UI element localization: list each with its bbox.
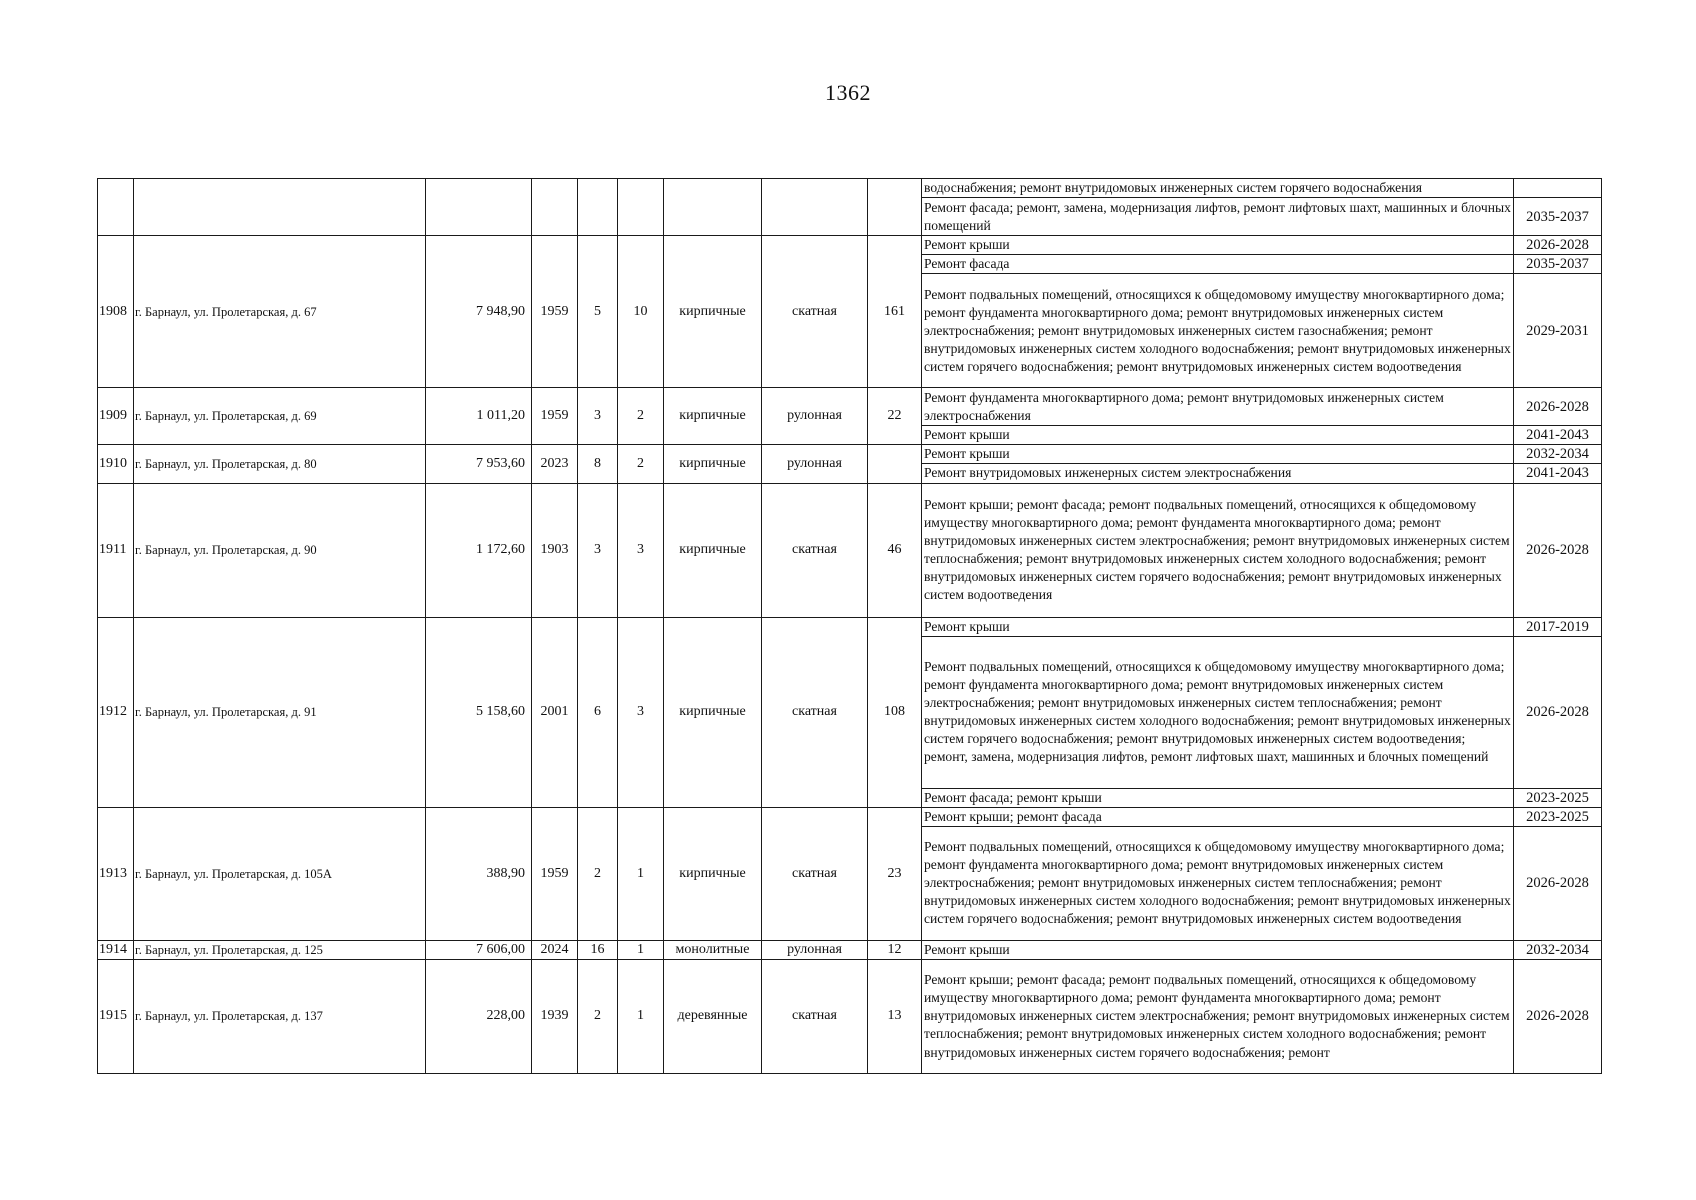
- floors-cell: [578, 179, 618, 236]
- table-body: [98, 179, 1602, 1074]
- row-number: 1912: [98, 617, 134, 807]
- floors-cell: 3: [578, 483, 618, 617]
- year-built-cell: 1959: [532, 388, 578, 445]
- work-description-cell: Ремонт крыши: [922, 426, 1514, 445]
- residents-cell: [868, 179, 922, 236]
- work-period-cell: 2041-2043: [1514, 464, 1602, 483]
- work-description-cell: Ремонт фасада: [922, 255, 1514, 274]
- wall-material-cell: кирпичные: [664, 617, 762, 807]
- repair-schedule-table: [97, 178, 1602, 1074]
- wall-material-cell: деревянные: [664, 959, 762, 1073]
- work-period-cell: 2026-2028: [1514, 483, 1602, 617]
- work-period-cell: 2029-2031: [1514, 274, 1602, 388]
- address-cell: г. Барнаул, ул. Пролетарская, д. 80: [134, 445, 426, 483]
- floors-cell: 6: [578, 617, 618, 807]
- row-number: 1913: [98, 807, 134, 940]
- year-built-cell: 2001: [532, 617, 578, 807]
- residents-cell: 161: [868, 236, 922, 388]
- table-row: [98, 807, 1602, 826]
- area-cell: 388,90: [426, 807, 532, 940]
- residents-cell: 12: [868, 940, 922, 959]
- floors-cell: 8: [578, 445, 618, 483]
- table-row: [98, 617, 1602, 636]
- work-description-cell: Ремонт фасада; ремонт крыши: [922, 788, 1514, 807]
- table-row: [98, 445, 1602, 464]
- address-cell: г. Барнаул, ул. Пролетарская, д. 125: [134, 940, 426, 959]
- work-period-cell: 2026-2028: [1514, 388, 1602, 426]
- year-built-cell: 1903: [532, 483, 578, 617]
- area-cell: 7 948,90: [426, 236, 532, 388]
- year-built-cell: 1959: [532, 236, 578, 388]
- work-description-cell: водоснабжения; ремонт внутридомовых инженерных систем горячего водоснабжения: [922, 179, 1514, 198]
- area-cell: 7 606,00: [426, 940, 532, 959]
- roof-type-cell: скатная: [762, 236, 868, 388]
- row-number: [98, 179, 134, 236]
- residents-cell: 23: [868, 807, 922, 940]
- roof-type-cell: рулонная: [762, 388, 868, 445]
- table-row: [98, 940, 1602, 959]
- floors-cell: 5: [578, 236, 618, 388]
- work-period-cell: 2023-2025: [1514, 788, 1602, 807]
- table-row: [98, 388, 1602, 426]
- table-row: [98, 179, 1602, 198]
- wall-material-cell: кирпичные: [664, 483, 762, 617]
- work-period-cell: 2026-2028: [1514, 959, 1602, 1073]
- area-cell: 5 158,60: [426, 617, 532, 807]
- table-row: [98, 959, 1602, 1073]
- table-row: [98, 236, 1602, 255]
- work-period-cell: 2023-2025: [1514, 807, 1602, 826]
- area-cell: 7 953,60: [426, 445, 532, 483]
- floors-cell: 3: [578, 388, 618, 445]
- work-period-cell: 2026-2028: [1514, 236, 1602, 255]
- roof-type-cell: рулонная: [762, 445, 868, 483]
- row-number: 1908: [98, 236, 134, 388]
- area-cell: 1 011,20: [426, 388, 532, 445]
- row-number: 1909: [98, 388, 134, 445]
- year-built-cell: 1939: [532, 959, 578, 1073]
- wall-material-cell: кирпичные: [664, 807, 762, 940]
- roof-type-cell: [762, 179, 868, 236]
- work-period-cell: [1514, 179, 1602, 198]
- roof-type-cell: скатная: [762, 617, 868, 807]
- year-built-cell: [532, 179, 578, 236]
- address-cell: г. Барнаул, ул. Пролетарская, д. 137: [134, 959, 426, 1073]
- residents-cell: 108: [868, 617, 922, 807]
- work-period-cell: 2041-2043: [1514, 426, 1602, 445]
- residents-cell: 22: [868, 388, 922, 445]
- entrances-cell: 3: [618, 483, 664, 617]
- address-cell: г. Барнаул, ул. Пролетарская, д. 69: [134, 388, 426, 445]
- work-period-cell: 2035-2037: [1514, 198, 1602, 236]
- work-period-cell: 2017-2019: [1514, 617, 1602, 636]
- area-cell: 228,00: [426, 959, 532, 1073]
- table-row: [98, 483, 1602, 617]
- residents-cell: 13: [868, 959, 922, 1073]
- entrances-cell: 3: [618, 617, 664, 807]
- entrances-cell: 2: [618, 388, 664, 445]
- address-cell: г. Барнаул, ул. Пролетарская, д. 105А: [134, 807, 426, 940]
- year-built-cell: 2023: [532, 445, 578, 483]
- entrances-cell: 1: [618, 807, 664, 940]
- work-description-cell: Ремонт фундамента многоквартирного дома; ремонт внутридомовых инженерных систем электроснабжения: [922, 388, 1514, 426]
- work-description-cell: Ремонт подвальных помещений, относящихся к общедомовому имуществу многоквартирного дома; ремонт фундамента многоквартирного дома; ремонт внутридомовых инженерных систем электроснабжения; ремонт внутридомовых инженерных систем теплоснабжения; ремонт внутридомовых инженерных систем холодного водоснабжения; ремонт внутридомовых инженерных систем горячего водоснабжения; ремонт внутридомовых инженерных систем водоотведения: [922, 826, 1514, 940]
- floors-cell: 2: [578, 959, 618, 1073]
- work-description-cell: Ремонт крыши: [922, 940, 1514, 959]
- work-description-cell: Ремонт крыши: [922, 445, 1514, 464]
- roof-type-cell: скатная: [762, 959, 868, 1073]
- area-cell: [426, 179, 532, 236]
- wall-material-cell: монолитные: [664, 940, 762, 959]
- work-description-cell: Ремонт фасада; ремонт, замена, модернизация лифтов, ремонт лифтовых шахт, машинных и блочных помещений: [922, 198, 1514, 236]
- entrances-cell: [618, 179, 664, 236]
- work-period-cell: 2035-2037: [1514, 255, 1602, 274]
- work-period-cell: 2026-2028: [1514, 826, 1602, 940]
- work-period-cell: 2026-2028: [1514, 636, 1602, 788]
- year-built-cell: 2024: [532, 940, 578, 959]
- floors-cell: 2: [578, 807, 618, 940]
- address-cell: г. Барнаул, ул. Пролетарская, д. 67: [134, 236, 426, 388]
- work-period-cell: 2032-2034: [1514, 445, 1602, 464]
- row-number: 1914: [98, 940, 134, 959]
- work-description-cell: Ремонт подвальных помещений, относящихся к общедомовому имуществу многоквартирного дома; ремонт фундамента многоквартирного дома; ремонт внутридомовых инженерных систем электроснабжения; ремонт внутридомовых инженерных систем газоснабжения; ремонт внутридомовых инженерных систем холодного водоснабжения; ремонт внутридомовых инженерных систем горячего водоснабжения; ремонт внутридомовых инженерных систем водоотведения: [922, 274, 1514, 388]
- year-built-cell: 1959: [532, 807, 578, 940]
- address-cell: г. Барнаул, ул. Пролетарская, д. 91: [134, 617, 426, 807]
- address-cell: [134, 179, 426, 236]
- row-number: 1910: [98, 445, 134, 483]
- work-description-cell: Ремонт подвальных помещений, относящихся к общедомовому имуществу многоквартирного дома; ремонт фундамента многоквартирного дома; ремонт внутридомовых инженерных систем электроснабжения; ремонт внутридомовых инженерных систем теплоснабжения; ремонт внутридомовых инженерных систем холодного водоснабжения; ремонт внутридомовых инженерных систем горячего водоснабжения; ремонт внутридомовых инженерных систем водоотведения; ремонт, замена, модернизация лифтов, ремонт лифтовых шахт, машинных и блочных помещений: [922, 636, 1514, 788]
- work-description-cell: Ремонт крыши; ремонт фасада: [922, 807, 1514, 826]
- work-description-cell: Ремонт крыши: [922, 617, 1514, 636]
- wall-material-cell: кирпичные: [664, 388, 762, 445]
- address-cell: г. Барнаул, ул. Пролетарская, д. 90: [134, 483, 426, 617]
- area-cell: 1 172,60: [426, 483, 532, 617]
- wall-material-cell: кирпичные: [664, 236, 762, 388]
- floors-cell: 16: [578, 940, 618, 959]
- work-description-cell: Ремонт внутридомовых инженерных систем электроснабжения: [922, 464, 1514, 483]
- entrances-cell: 2: [618, 445, 664, 483]
- work-description-cell: Ремонт крыши; ремонт фасада; ремонт подвальных помещений, относящихся к общедомовому имуществу многоквартирного дома; ремонт фундамента многоквартирного дома; ремонт внутридомовых инженерных систем электроснабжения; ремонт внутридомовых инженерных систем теплоснабжения; ремонт внутридомовых инженерных систем холодного водоснабжения; ремонт внутридомовых инженерных систем горячего водоснабжения; ремонт: [922, 959, 1514, 1073]
- wall-material-cell: [664, 179, 762, 236]
- entrances-cell: 1: [618, 959, 664, 1073]
- work-period-cell: 2032-2034: [1514, 940, 1602, 959]
- entrances-cell: 10: [618, 236, 664, 388]
- roof-type-cell: скатная: [762, 483, 868, 617]
- roof-type-cell: рулонная: [762, 940, 868, 959]
- entrances-cell: 1: [618, 940, 664, 959]
- work-description-cell: Ремонт крыши; ремонт фасада; ремонт подвальных помещений, относящихся к общедомовому имуществу многоквартирного дома; ремонт фундамента многоквартирного дома; ремонт внутридомовых инженерных систем электроснабжения; ремонт внутридомовых инженерных систем теплоснабжения; ремонт внутридомовых инженерных систем холодного водоснабжения; ремонт внутридомовых инженерных систем горячего водоснабжения; ремонт внутридомовых инженерных систем водоотведения: [922, 483, 1514, 617]
- residents-cell: [868, 445, 922, 483]
- residents-cell: 46: [868, 483, 922, 617]
- roof-type-cell: скатная: [762, 807, 868, 940]
- row-number: 1911: [98, 483, 134, 617]
- row-number: 1915: [98, 959, 134, 1073]
- wall-material-cell: кирпичные: [664, 445, 762, 483]
- page-number: 1362: [825, 80, 871, 105]
- work-description-cell: Ремонт крыши: [922, 236, 1514, 255]
